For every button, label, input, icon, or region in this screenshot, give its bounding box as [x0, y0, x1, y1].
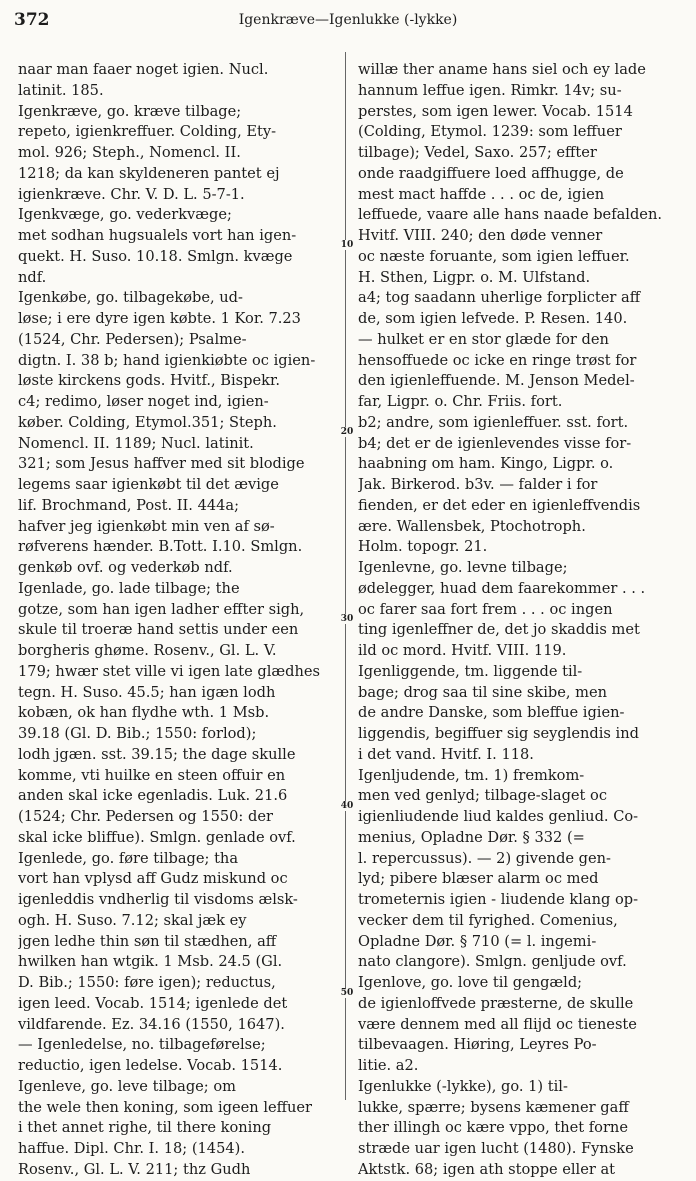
text-line: lodh jgæn. sst. 39.15; the dage skulle: [18, 745, 296, 763]
text-line: Igenlove, go. love til gengæld;: [358, 974, 583, 991]
text-line: de andre Danske, som bleffue igien-: [358, 704, 625, 722]
text-line: anden skal icke egenladis. Luk. 21.6: [18, 787, 288, 805]
text-line: hafver jeg igienkøbt min ven af sø-: [18, 517, 275, 535]
text-line: (1524; Chr. Pedersen og 1550: der: [18, 808, 273, 825]
text-line: (1524, Chr. Pedersen); Psalme-: [18, 330, 247, 348]
text-line: igen leed. Vocab. 1514; igenlede det: [18, 994, 288, 1012]
text-line: ære. Wallensbek, Ptochotroph.: [358, 517, 586, 535]
text-line: Opladne Dør. § 710 (= l. ingemi-: [358, 932, 597, 950]
text-line: være dennem med all flijd oc tieneste: [358, 1015, 637, 1033]
text-line: hwilken han wtgik. 1 Msb. 24.5 (Gl.: [18, 953, 283, 971]
text-line: Hvitf. VIII. 240; den døde venner: [358, 227, 603, 244]
text-line: i det vand. Hvitf. I. 118.: [358, 745, 534, 763]
text-line: 179; hwær stet ville vi igen late glædhes: [18, 662, 320, 680]
text-line: borgheris ghøme. Rosenv., Gl. L. V.: [18, 642, 277, 659]
text-line: oc farer saa fort frem . . . oc ingen: [358, 600, 613, 618]
text-line: løse; i ere dyre igen købte. 1 Kor. 7.23: [18, 310, 301, 327]
text-line: den igienleffuende. M. Jenson Medel-: [358, 372, 635, 390]
text-line: Aktstk. 68; igen ath stoppe eller at: [358, 1160, 616, 1178]
text-line: hensoffuede oc icke en ringe trøst for: [358, 351, 637, 369]
running-head: Igenkræve—Igenlukke (-lykke): [238, 12, 458, 28]
text-line: ther illingh oc kære vppo, thet forne: [358, 1119, 628, 1137]
text-line: de, som igien lefvede. P. Resen. 140.: [358, 310, 628, 327]
text-line: quekt. H. Suso. 10.18. Smlgn. kvæge: [18, 247, 293, 265]
text-line: (Colding, Etymol. 1239: som leffuer: [358, 123, 622, 141]
text-line: Igenljudende, tm. 1) fremkom-: [358, 766, 585, 784]
line-number: 40: [340, 801, 354, 811]
text-line: haabning om ham. Kingo, Ligpr. o.: [358, 455, 614, 473]
text-line: nato clangore). Smlgn. genljude ovf.: [358, 953, 627, 971]
text-line: mol. 926; Steph., Nomencl. II.: [18, 144, 241, 161]
left-column: [18, 60, 336, 1181]
text-line: legems saar igienkøbt til det ævige: [18, 476, 279, 493]
text-line: Igenleve, go. leve tilbage; om: [18, 1077, 236, 1095]
text-line: løste kirckens gods. Hvitf., Bispekr.: [18, 372, 281, 390]
text-line: vildfarende. Ez. 34.16 (1550, 1647).: [18, 1015, 285, 1033]
text-line: trometernis igien - liudende klang op-: [358, 891, 639, 908]
text-line: fienden, er det eder en igienleffvendis: [358, 496, 641, 514]
text-line: onde raadgiffuere loed affhugge, de: [358, 164, 624, 182]
line-number: 10: [340, 240, 354, 250]
text-line: liggendis, begiffuer sig seyglendis ind: [358, 725, 639, 742]
text-line: Igenlevne, go. levne tilbage;: [358, 559, 568, 576]
text-line: lyd; pibere blæser alarm oc med: [358, 870, 599, 888]
text-line: far, Ligpr. o. Chr. Friis. fort.: [358, 393, 563, 410]
text-line: tilbevaagen. Hiøring, Leyres Po-: [358, 1036, 597, 1054]
column-divider: [345, 52, 346, 1100]
text-line: b4; det er de igienlevendes visse for-: [358, 434, 632, 452]
text-line: naar man faaer noget igien. Nucl.: [18, 61, 269, 78]
text-line: vecker dem til fyrighed. Comenius,: [358, 911, 618, 929]
text-line: leffuede, vaare alle hans naade befalden.: [358, 206, 662, 224]
line-number: 30: [340, 614, 354, 624]
text-line: Igenliggende, tm. liggende til-: [358, 662, 583, 680]
text-line: willæ ther aname hans siel och ey lade: [358, 61, 646, 78]
text-line: D. Bib.; 1550: føre igen); reductus,: [18, 974, 276, 991]
text-line: H. Sthen, Ligpr. o. M. Ulfstand.: [358, 268, 591, 286]
text-line: i thet annet righe, til there koning: [18, 1119, 272, 1137]
text-line: repeto, igienkreffuer. Colding, Ety-: [18, 123, 277, 141]
text-line: Igenlukke (-lykke), go. 1) til-: [358, 1077, 568, 1095]
text-line: Rosenv., Gl. L. V. 211; thz Gudh: [18, 1160, 251, 1178]
text-line: vort han vplysd aff Gudz miskund oc: [18, 870, 288, 888]
text-line: Igenkøbe, go. tilbagekøbe, ud-: [18, 289, 243, 307]
text-line: igienliudende liud kaldes genliud. Co-: [358, 808, 639, 825]
text-line: skal icke bliffue). Smlgn. genlade ovf.: [18, 828, 296, 846]
text-line: 321; som Jesus haffver med sit blodige: [18, 455, 305, 473]
text-line: gotze, som han igen ladher effter sigh,: [18, 600, 305, 618]
text-line: met sodhan hugsualels vort han igen-: [18, 227, 297, 244]
text-line: Igenlede, go. føre tilbage; tha: [18, 849, 239, 867]
text-line: 39.18 (Gl. D. Bib.; 1550: forlod);: [18, 725, 257, 742]
text-line: igienkræve. Chr. V. D. L. 5-7-1.: [18, 185, 245, 203]
text-line: men ved genlyd; tilbage-slaget oc: [358, 787, 608, 805]
text-line: røfverens hænder. B.Tott. I.10. Smlgn.: [18, 538, 303, 556]
right-column: [358, 60, 676, 1181]
text-line: — hulket er en stor glæde for den: [358, 330, 609, 348]
page-header: [0, 0, 696, 40]
text-line: ndf.: [18, 268, 47, 286]
text-line: perstes, som igen lewer. Vocab. 1514: [358, 102, 633, 120]
text-line: 1218; da kan skyldeneren pantet ej: [18, 164, 280, 182]
text-line: ogh. H. Suso. 7.12; skal jæk ey: [18, 911, 247, 929]
text-line: lif. Brochmand, Post. II. 444a;: [18, 496, 240, 514]
text-line: Igenlade, go. lade tilbage; the: [18, 579, 240, 597]
line-number: 20: [340, 427, 354, 437]
text-line: latinit. 185.: [18, 81, 104, 99]
page-number: 372: [14, 10, 50, 30]
text-line: stræde uar igen lucht (1480). Fynske: [358, 1140, 634, 1157]
text-line: mest mact haffde . . . oc de, igien: [358, 185, 605, 203]
text-line: — Igenledelse, no. tilbageførelse;: [18, 1036, 266, 1054]
text-line: jgen ledhe thin søn til stædhen, aff: [18, 932, 277, 950]
text-line: tilbage); Vedel, Saxo. 257; effter: [358, 144, 597, 161]
text-line: Jak. Birkerod. b3v. — falder i for: [358, 476, 598, 493]
text-line: Igenkræve, go. kræve tilbage;: [18, 102, 242, 120]
text-line: igenleddis vndherlig til visdoms ælsk-: [18, 891, 298, 908]
text-line: kobæn, ok han flydhe wth. 1 Msb.: [18, 704, 270, 722]
text-line: komme, vti huilke en steen offuir en: [18, 766, 286, 784]
line-number: 50: [340, 988, 354, 998]
text-line: tegn. H. Suso. 45.5; han igæn lodh: [18, 683, 276, 701]
text-line: ild oc mord. Hvitf. VIII. 119.: [358, 642, 567, 659]
text-line: haffue. Dipl. Chr. I. 18; (1454).: [18, 1140, 245, 1157]
text-line: oc næste foruante, som igien leffuer.: [358, 247, 630, 265]
text-line: genkøb ovf. og vederkøb ndf.: [18, 559, 233, 576]
text-line: ødelegger, huad dem faarekommer . . .: [358, 579, 646, 597]
text-line: Nomencl. II. 1189; Nucl. latinit.: [18, 434, 254, 452]
text-line: the wele then koning, som igeen leffuer: [18, 1098, 313, 1116]
text-line: lukke, spærre; bysens kæmener gaff: [358, 1098, 629, 1116]
text-line: skule til troeræ hand settis under een: [18, 621, 299, 639]
text-line: digtn. I. 38 b; hand igienkiøbte oc igien-: [18, 351, 316, 369]
text-line: litie. a2.: [358, 1057, 419, 1074]
text-line: hannum leffue igen. Rimkr. 14v; su-: [358, 81, 622, 99]
text-line: b2; andre, som igienleffuer. sst. fort.: [358, 413, 629, 431]
text-line: menius, Opladne Dør. § 332 (=: [358, 828, 585, 846]
text-line: a4; tog saadann uherlige forplicter aff: [358, 289, 641, 307]
text-line: ting igenleffner de, det jo skaddis met: [358, 621, 640, 639]
text-line: c4; redimo, løser noget ind, igien-: [18, 393, 269, 410]
text-line: de igienloffvede præsterne, de skulle: [358, 994, 634, 1012]
text-line: køber. Colding, Etymol.351; Steph.: [18, 413, 277, 431]
text-line: Holm. topogr. 21.: [358, 538, 488, 556]
text-line: reductio, igen ledelse. Vocab. 1514.: [18, 1057, 283, 1074]
text-line: l. repercussus). — 2) givende gen-: [358, 849, 611, 867]
text-line: bage; drog saa til sine skibe, men: [358, 683, 607, 701]
text-line: Igenkvæge, go. vederkvæge;: [18, 206, 232, 224]
